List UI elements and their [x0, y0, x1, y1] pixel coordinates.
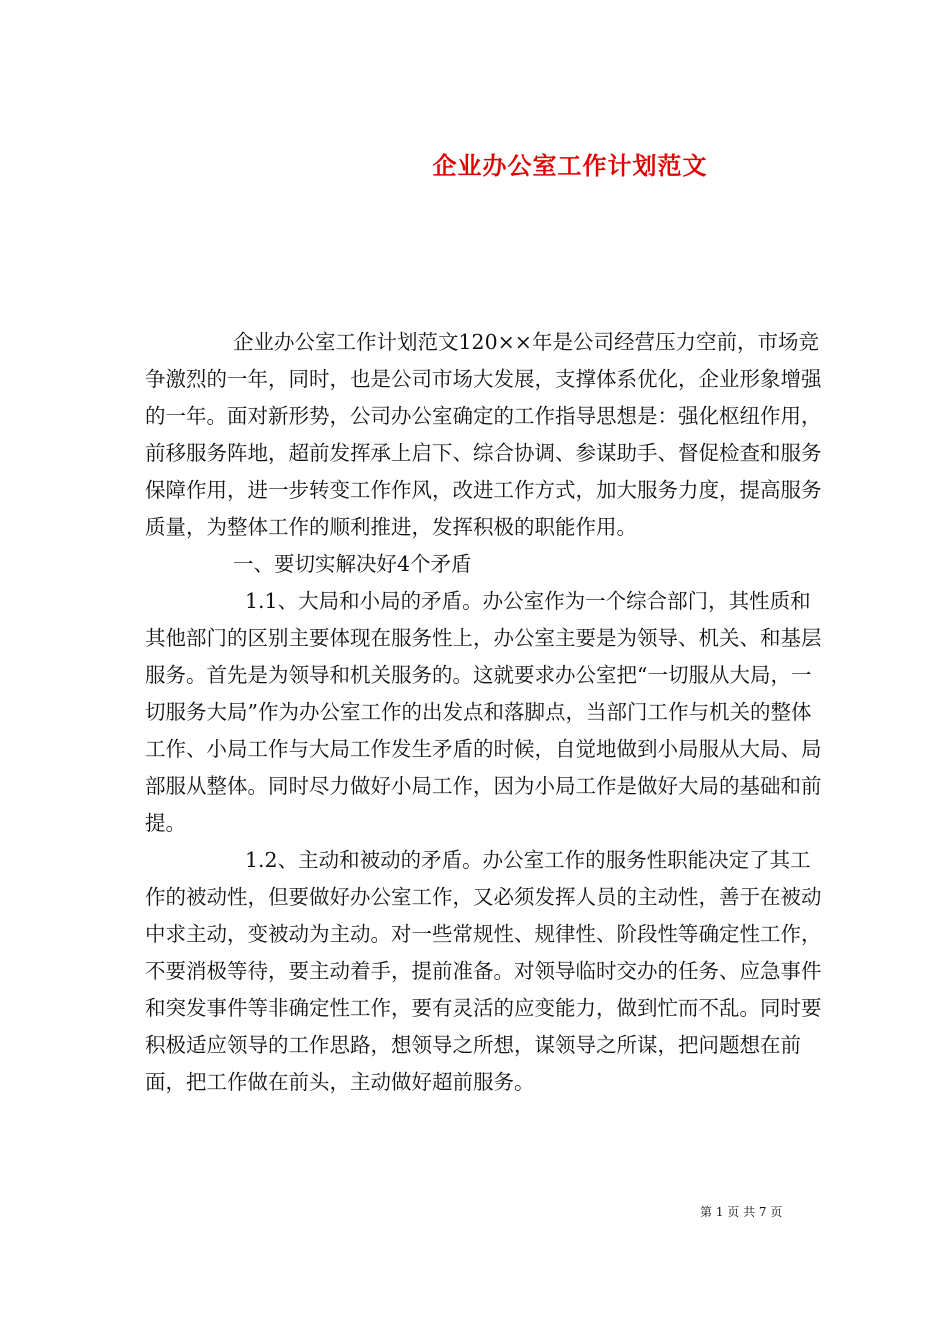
section-heading: 一、要切实解决好4个矛盾 — [233, 552, 472, 576]
page-title: 企业办公室工作计划范文 — [432, 151, 708, 181]
section-paragraph-1-2: 1.2、主动和被动的矛盾。办公室工作的服务性职能决定了其工作的被动性，但要做好办公室工作，又必须发挥人员的主动性，善于在被动中求主动，变被动为主动。对一些常规性、规律性、阶段性等确定性工作，不要消极等待，要主动着手，提前准备。对领导临时交办的任务、应急事件和突发事件等非确定性工作，要有灵活的应变能力，做到忙而不乱。同时要积极适应领导的工作思路，想领导之所想，谋领导之所谋，把问题想在前面，把工作做在前头，主动做好超前服务。 — [145, 848, 822, 1094]
section-paragraph-1-1: 1.1、大局和小局的矛盾。办公室作为一个综合部门，其性质和其他部门的区别主要体现在服务性上，办公室主要是为领导、机关、和基层服务。首先是为领导和机关服务的。这就要求办公室把“一切服从大局，一切服务大局”作为办公室工作的出发点和落脚点，当部门工作与机关的整体工作、小局工作与大局工作发生矛盾的时候，自觉地做到小局服从大局、局部服从整体。同时尽力做好小局工作，因为小局工作是做好大局的基础和前提。 — [145, 589, 822, 835]
document-body — [145, 324, 825, 1101]
intro-paragraph: 企业办公室工作计划范文120××年是公司经营压力空前，市场竞争激烈的一年，同时，也是公司市场大发展，支撑体系优化，企业形象增强的一年。面对新形势，公司办公室确定的工作指导思想是：强化枢纽作用，前移服务阵地，超前发挥承上启下、综合协调、参谋助手、督促检查和服务保障作用，进一步转变工作作风，改进工作方式，加大服务力度，提高服务质量，为整体工作的顺利推进，发挥积极的职能作用。 — [145, 330, 822, 539]
page-number-footer: 第 1 页 共 7 页 — [700, 1205, 783, 1219]
